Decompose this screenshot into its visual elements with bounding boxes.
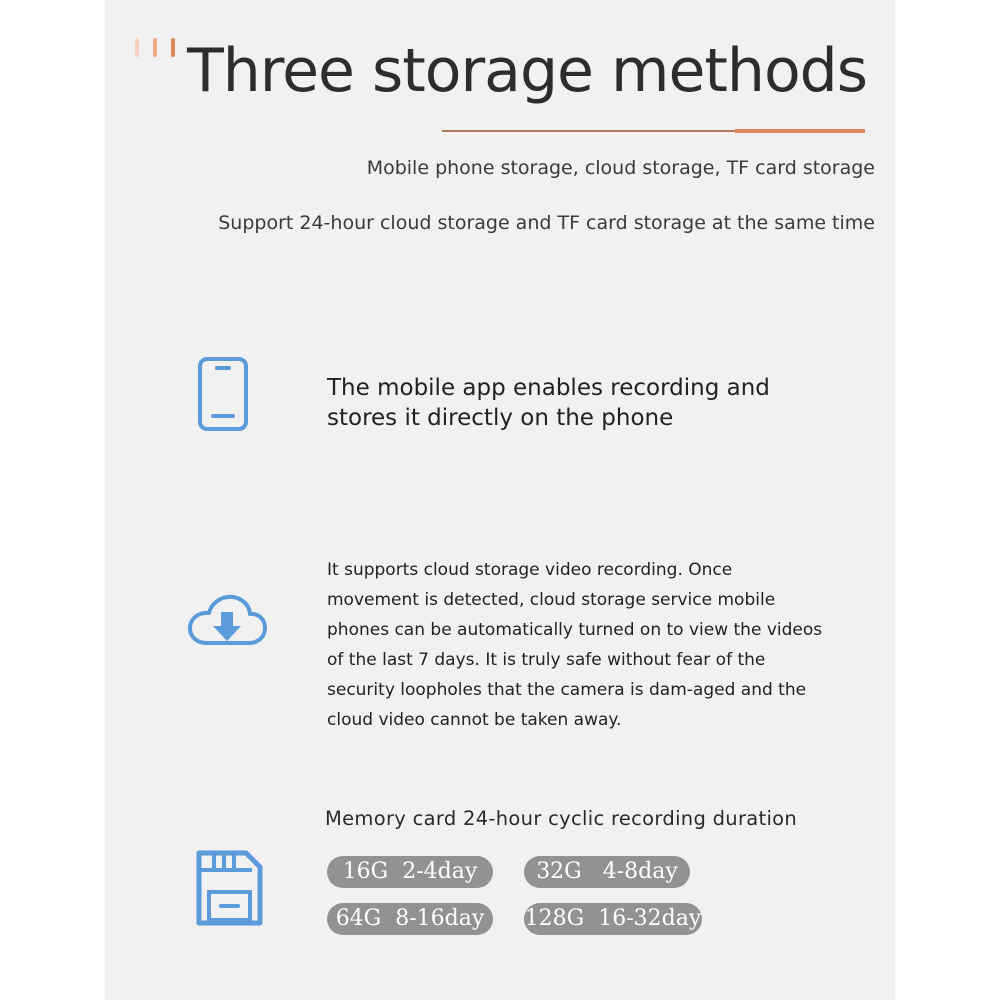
capacity-badge-128g: 128G 16-32day [524, 903, 702, 935]
title-underline [442, 129, 865, 133]
method-sd-title: Memory card 24-hour cyclic recording duration [325, 807, 798, 830]
title-underline-accent [735, 129, 865, 133]
method-cloud-description: It supports cloud storage video recording. Once movement is detected, cloud storage service mobile phones can be automatically turned on to view the videos of the last 7 days. It is truly safe without fear of the security loopholes that the camera is dam-aged and the cloud video cannot be taken away. [327, 560, 823, 730]
method-phone-description: The mobile app enables recording and stores it directly on the phone [327, 375, 770, 431]
storage-methods-panel [105, 0, 895, 1000]
smartphone-icon [197, 356, 249, 432]
page-title: Three storage methods [187, 36, 867, 106]
subtitle-simultaneous-support: Support 24-hour cloud storage and TF card storage at the same time [218, 212, 875, 234]
capacity-badge-16g: 16G 2-4day [327, 856, 493, 888]
capacity-badge-32g: 32G 4-8day [524, 856, 690, 888]
capacity-badge-64g: 64G 8-16day [327, 903, 493, 935]
title-underline-thin [442, 130, 735, 132]
sd-card-icon [194, 848, 264, 928]
cloud-download-icon [187, 594, 267, 646]
subtitle-storage-types: Mobile phone storage, cloud storage, TF card storage [366, 157, 875, 179]
